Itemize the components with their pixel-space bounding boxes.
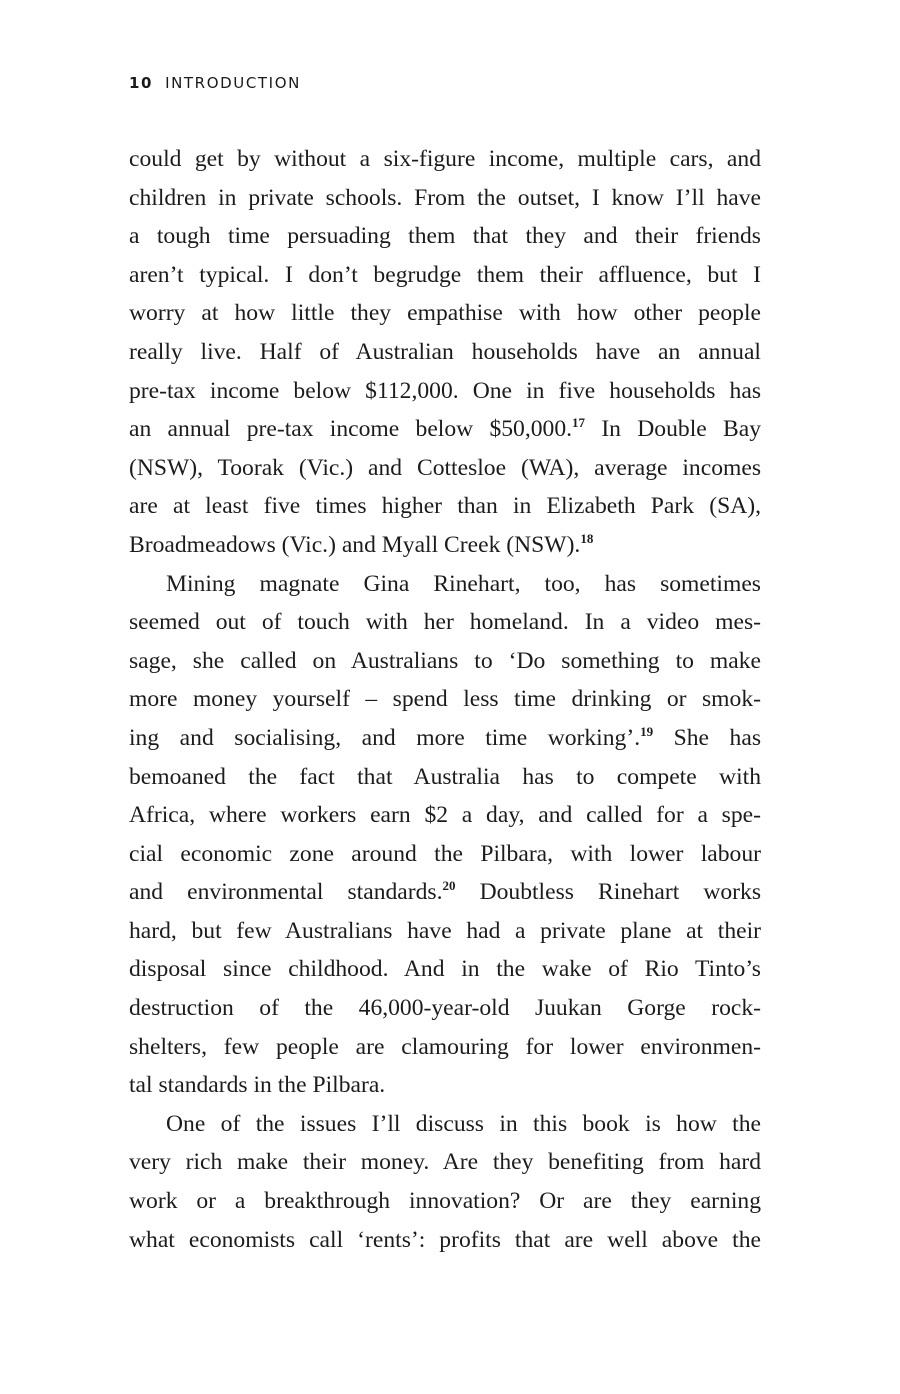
paragraph [129,1105,761,1259]
text-line: children in private schools. From the outset, I know I’ll have [129,184,761,211]
text-line: aren’t typical. I don’t begrudge them their affluence, but I [129,261,761,288]
footnote-marker[interactable]: 19 [640,723,654,739]
text-line: bemoaned the fact that Australia has to compete with [129,763,761,790]
running-head [129,74,301,92]
section-title: INTRODUCTION [165,74,301,92]
text-line: are at least five times higher than in Elizabeth Park (SA), [129,493,761,520]
text-line: sage, she called on Australians to ‘Do something to make [129,647,761,674]
text-line: more money yourself – spend less time drinking or smok- [129,686,761,713]
text-line: Mining magnate Gina Rinehart, too, has sometimes [166,570,761,597]
text-line: very rich make their money. Are they benefiting from hard [129,1149,761,1176]
text-line: could get by without a six-figure income, multiple cars, and [129,146,761,172]
text-line: an annual pre-tax income below $50,000.17 In Double Bay [129,415,762,443]
text-line: seemed out of touch with her homeland. In a video mes- [129,609,761,636]
text-line: really live. Half of Australian households have an annual [129,338,761,365]
body-text [129,140,761,1259]
text-line: One of the issues I’ll discuss in this book is how the [166,1110,761,1137]
text-line: pre-tax income below $112,000. One in five households has [129,377,761,404]
text-line: a tough time persuading them that they and their friends [129,223,761,250]
text-line: and environmental standards.$^{20}$ Doubtless Rinehart works [129,878,761,906]
text-line: Africa, where workers earn $2 a day, and called for a spe- [129,802,761,829]
paragraph [129,565,761,1105]
text-line: hard, but few Australians have had a private plane at their [129,917,761,944]
text-line: work or a breakthrough innovation? Or are they earning [129,1188,761,1215]
text-line: disposal since childhood. And in the wake of Rio Tinto’s [129,956,761,983]
text-line: cial economic zone around the Pilbara, with lower labour [129,840,761,867]
text-line: ing and socialising, and more time working’.$^{19}$ She has [129,723,761,751]
text-line: destruction of the 46,000-year-old Juukan Gorge rock- [129,995,761,1022]
footnote-marker[interactable]: 18 [580,530,594,546]
footnote-marker[interactable]: 17 [572,415,586,431]
text-line: worry at how little they empathise with how other people [129,300,761,327]
page-number: 10 [129,74,154,92]
text-line: (NSW), Toorak (Vic.) and Cottesloe (WA), average incomes [129,454,761,481]
text-line: what economists call ‘rents’: profits that are well above the [129,1226,761,1253]
paragraph [129,140,761,565]
footnote-marker[interactable]: 20 [442,878,456,894]
text-line: shelters, few people are clamouring for lower environmen- [129,1033,761,1060]
text-line: Broadmeadows (Vic.) and Myall Creek (NSW).$^{18}$ [129,530,594,558]
text-line: tal standards in the Pilbara. [129,1072,386,1099]
